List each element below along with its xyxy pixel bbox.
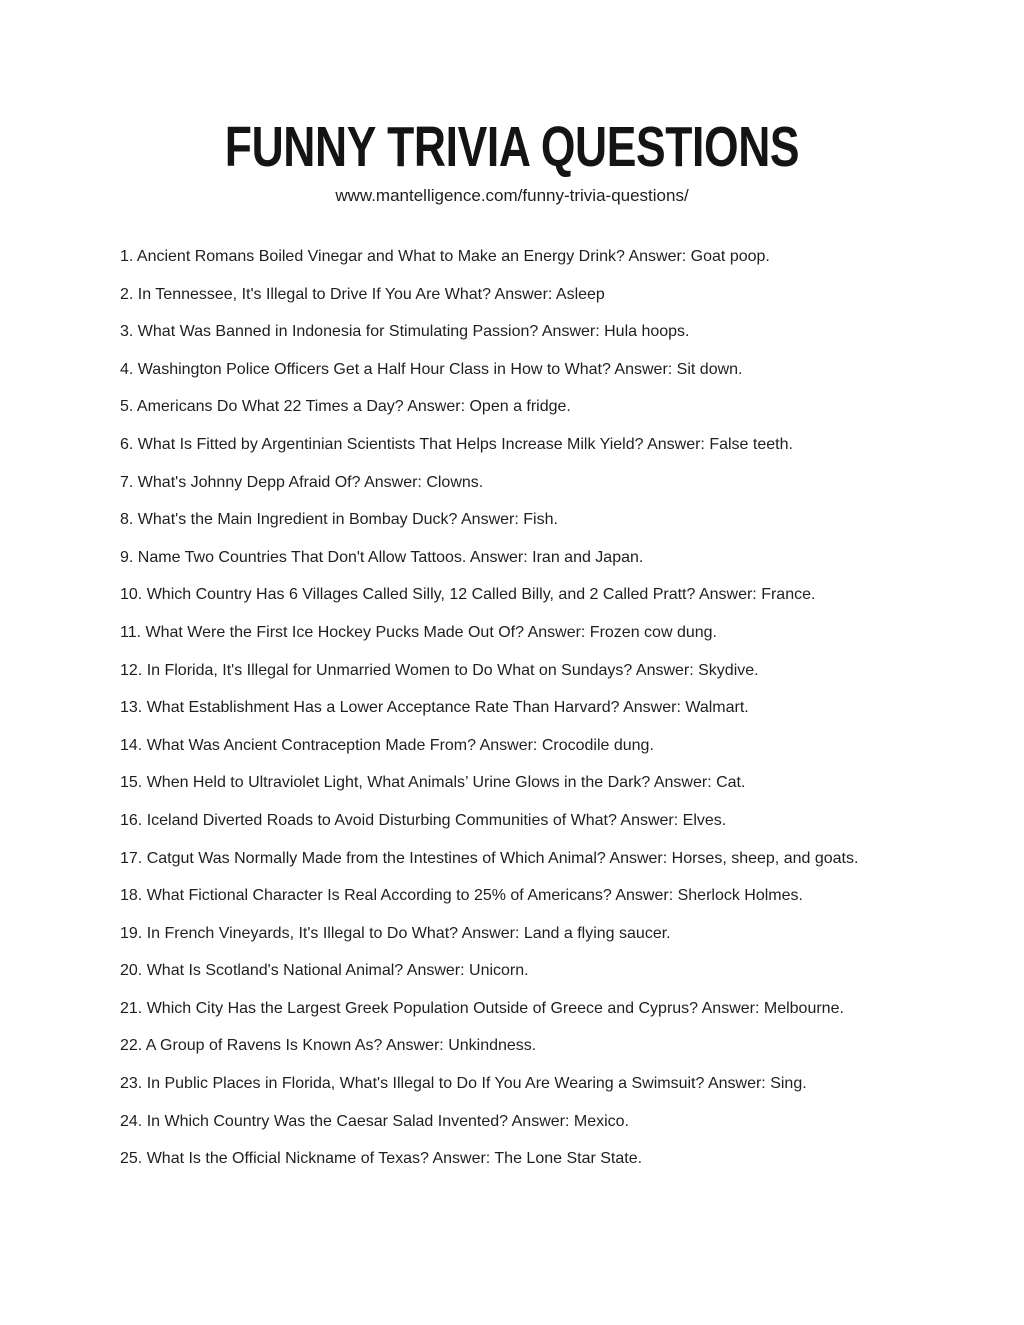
trivia-item-15: 15. When Held to Ultraviolet Light, What Animals’ Urine Glows in the Dark? Answer: Cat. [120, 774, 746, 792]
trivia-item-10: 10. Which Country Has 6 Villages Called Silly, 12 Called Billy, and 2 Called Pratt? Answer: France. [120, 586, 816, 604]
trivia-item-12: 12. In Florida, It's Illegal for Unmarried Women to Do What on Sundays? Answer: Skydive. [120, 661, 759, 679]
trivia-item-23: 23. In Public Places in Florida, What's Illegal to Do If You Are Wearing a Swimsuit? Answer: Sing. [120, 1075, 807, 1093]
trivia-item-22: 22. A Group of Ravens Is Known As? Answer: Unkindness. [120, 1037, 537, 1055]
trivia-item-16: 16. Iceland Diverted Roads to Avoid Disturbing Communities of What? Answer: Elves. [120, 811, 727, 829]
trivia-item-18: 18. What Fictional Character Is Real According to 25% of Americans? Answer: Sherlock Holmes. [120, 887, 803, 905]
trivia-item-7: 7. What's Johnny Depp Afraid Of? Answer: Clowns. [120, 473, 484, 491]
trivia-question-list [120, 247, 964, 1169]
trivia-item-6: 6. What Is Fitted by Argentinian Scientists That Helps Increase Milk Yield? Answer: False teeth. [120, 435, 793, 453]
trivia-item-9: 9. Name Two Countries That Don't Allow Tattoos. Answer: Iran and Japan. [120, 548, 644, 566]
document-header [0, 0, 1024, 206]
page-title: FUNNY TRIVIA QUESTIONS [224, 115, 800, 179]
source-url: www.mantelligence.com/funny-trivia-questions/ [335, 186, 689, 205]
trivia-item-2: 2. In Tennessee, It's Illegal to Drive If You Are What? Answer: Asleep [120, 285, 605, 303]
trivia-item-3: 3. What Was Banned in Indonesia for Stimulating Passion? Answer: Hula hoops. [120, 323, 690, 341]
trivia-item-4: 4. Washington Police Officers Get a Half Hour Class in How to What? Answer: Sit down. [120, 360, 743, 378]
trivia-item-8: 8. What's the Main Ingredient in Bombay Duck? Answer: Fish. [120, 511, 558, 529]
trivia-item-13: 13. What Establishment Has a Lower Acceptance Rate Than Harvard? Answer: Walmart. [120, 699, 749, 717]
trivia-item-17: 17. Catgut Was Normally Made from the Intestines of Which Animal? Answer: Horses, sheep, and goats. [120, 849, 859, 867]
trivia-item-5: 5. Americans Do What 22 Times a Day? Answer: Open a fridge. [120, 398, 571, 416]
trivia-item-1: 1. Ancient Romans Boiled Vinegar and What to Make an Energy Drink? Answer: Goat poop. [120, 248, 770, 265]
trivia-item-20: 20. What Is Scotland's National Animal? Answer: Unicorn. [120, 962, 529, 980]
trivia-item-19: 19. In French Vineyards, It's Illegal to Do What? Answer: Land a flying saucer. [120, 924, 671, 942]
trivia-item-21: 21. Which City Has the Largest Greek Population Outside of Greece and Cyprus? Answer: Melbourne. [120, 999, 844, 1017]
trivia-item-25: 25. What Is the Official Nickname of Texas? Answer: The Lone Star State. [120, 1150, 643, 1168]
trivia-item-11: 11. What Were the First Ice Hockey Pucks Made Out Of? Answer: Frozen cow dung. [120, 623, 717, 641]
trivia-item-24: 24. In Which Country Was the Caesar Salad Invented? Answer: Mexico. [120, 1112, 629, 1130]
trivia-item-14: 14. What Was Ancient Contraception Made From? Answer: Crocodile dung. [120, 736, 654, 754]
